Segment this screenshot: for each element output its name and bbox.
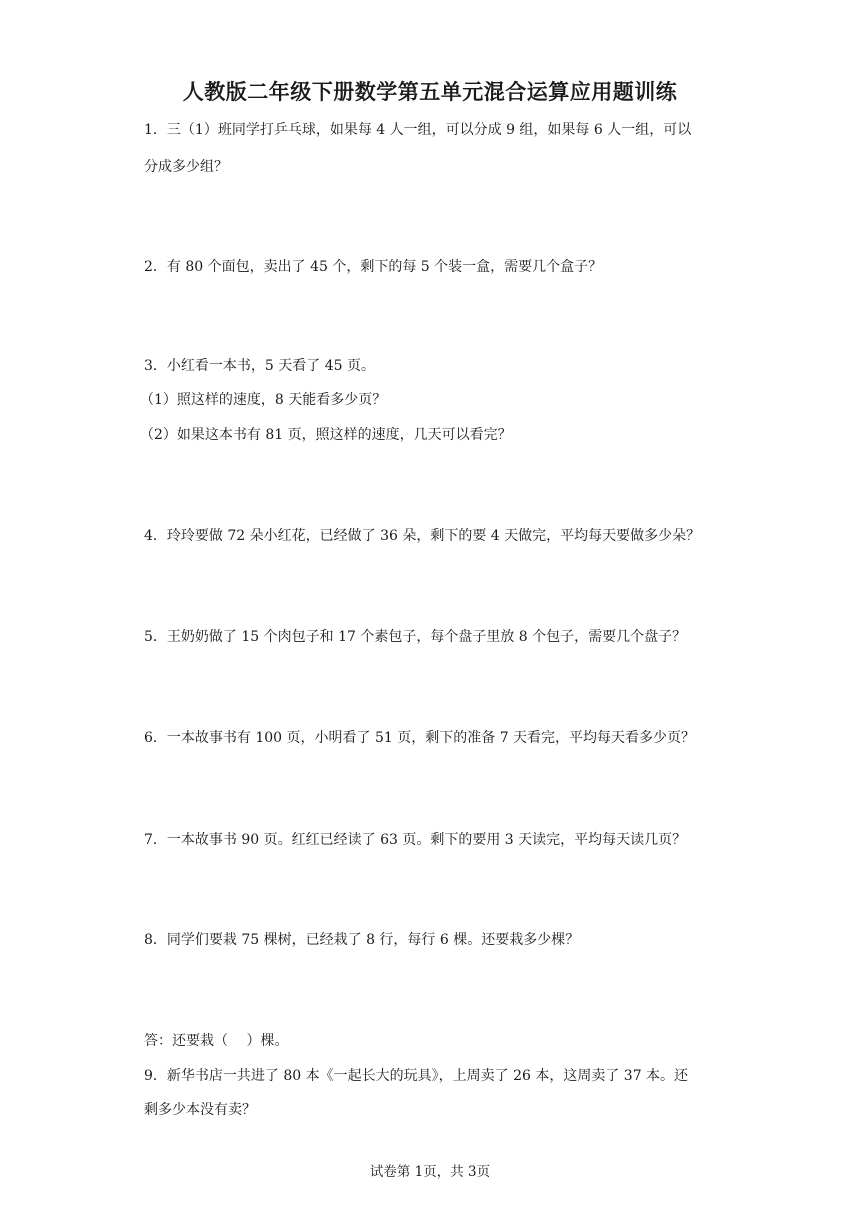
page-title: 人教版二年级下册数学第五单元混合运算应用题训练 — [182, 80, 678, 104]
page-footer: 试卷第 1页，共 3页 — [369, 1164, 491, 1180]
question-1-text-cont: 分成多少组？ — [144, 159, 228, 175]
question-9-text-cont: 剩多少本没有卖？ — [144, 1102, 256, 1118]
question-9-text: 9．新华书店一共进了 80 本《一起长大的玩具》，上周卖了 26 本，这周卖了 37 本。还 — [144, 1068, 689, 1084]
question-6-text: 6．一本故事书有 100 页，小明看了 51 页，剩下的准备 7 天看完，平均每天看多少页？ — [144, 730, 696, 746]
question-3-sub-2: （2）如果这本书有 81 页，照这样的速度，几天可以看完？ — [140, 427, 512, 443]
question-2-text: 2．有 80 个面包，卖出了 45 个，剩下的每 5 个装一盒，需要几个盒子？ — [144, 259, 603, 275]
question-8-answer: 答：还要栽（ ）棵。 — [144, 1033, 289, 1049]
question-5-text: 5．王奶奶做了 15 个肉包子和 17 个素包子，每个盘子里放 8 个包子，需要几个盘子？ — [144, 629, 687, 645]
question-3-text: 3．小红看一本书，5 天看了 45 页。 — [144, 358, 375, 374]
question-1-text: 1．三（1）班同学打乒乓球，如果每 4 人一组，可以分成 9 组，如果每 6 人一组，可以 — [144, 122, 692, 138]
question-4-text: 4．玲玲要做 72 朵小红花，已经做了 36 朵，剩下的要 4 天做完，平均每天要做多少朵？ — [144, 528, 701, 544]
question-7-text: 7．一本故事书 90 页。红红已经读了 63 页。剩下的要用 3 天读完，平均每天读几页？ — [144, 832, 687, 848]
question-3-sub-1: （1）照这样的速度，8 天能看多少页？ — [140, 392, 387, 408]
question-8-text: 8．同学们要栽 75 棵树，已经栽了 8 行，每行 6 棵。还要栽多少棵？ — [144, 932, 580, 948]
